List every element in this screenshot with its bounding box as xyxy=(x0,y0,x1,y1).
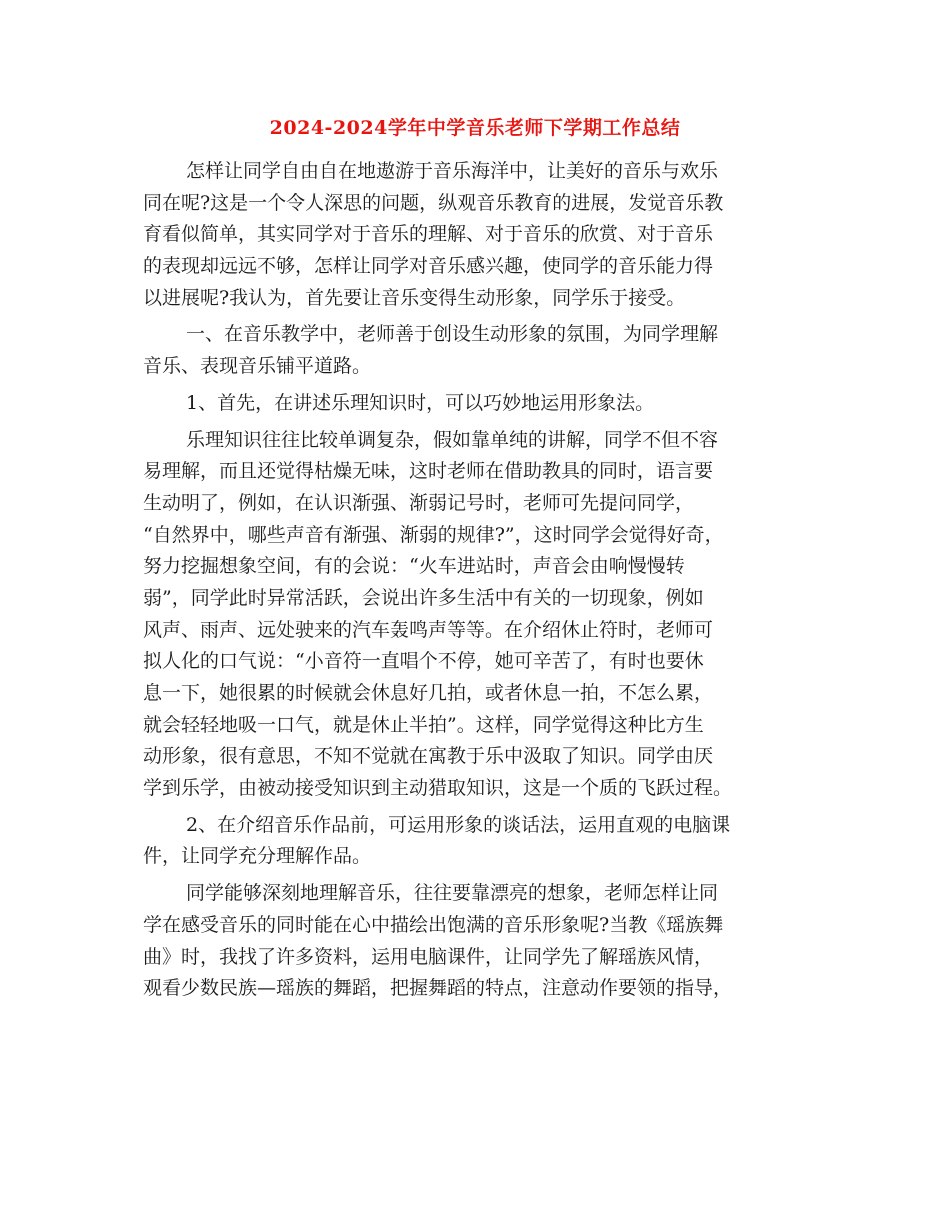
text-line: 1、首先，在讲述乐理知识时，可以巧妙地运用形象法。 xyxy=(186,391,655,414)
text-line: 以进展呢?我认为，首先要让音乐变得生动形象，同学乐于接受。 xyxy=(143,286,686,309)
text-line: “自然界中，哪些声音有渐强、渐弱的规律?”，这时同学会觉得好奇， xyxy=(143,523,724,546)
text-line: 就会轻轻地吸一口气，就是休止半拍”。这样，同学觉得这种比方生 xyxy=(143,713,704,736)
text-line: 易理解，而且还觉得枯燥无味，这时老师在借助教具的同时，语言要 xyxy=(143,460,714,483)
text-line: 音乐、表现音乐铺平道路。 xyxy=(143,355,372,378)
document-title: 2024-2024学年中学音乐老师下学期工作总结 xyxy=(269,117,681,139)
text-line: 乐理知识往往比较单调复杂，假如靠单纯的讲解，同学不但不容 xyxy=(186,428,719,451)
text-line: 拟人化的口气说：“小音符一直唱个不停，她可辛苦了，有时也要休 xyxy=(143,650,704,673)
paragraph xyxy=(143,156,813,314)
text-line: 同学能够深刻地理解音乐，往往要靠漂亮的想象，老师怎样让同 xyxy=(186,882,719,905)
text-line: 一、在音乐教学中，老师善于创设生动形象的氛围，为同学理解 xyxy=(186,323,719,346)
text-line: 观看少数民族—瑶族的舞蹈，把握舞蹈的特点，注意动作要领的指导， xyxy=(143,977,733,1000)
text-line: 曲》时，我找了许多资料，运用电脑课件，让同学先了解瑶族风情， xyxy=(143,945,714,968)
document-body xyxy=(143,156,813,1010)
paragraph xyxy=(143,810,813,873)
text-line: 学在感受音乐的同时能在心中描绘出饱满的音乐形象呢?当教《瑶族舞 xyxy=(143,913,724,936)
text-line: 动形象，很有意思，不知不觉就在寓教于乐中汲取了知识。同学由厌 xyxy=(143,745,714,768)
paragraph xyxy=(143,425,813,805)
paragraph xyxy=(143,388,813,420)
text-line: 生动明了，例如，在认识渐强、渐弱记号时，老师可先提问同学， xyxy=(143,491,695,514)
text-line: 同在呢?这是一个令人深思的问题，纵观音乐教育的进展，发觉音乐教 xyxy=(143,191,724,214)
text-line: 弱”，同学此时异常活跃，会说出许多生活中有关的一切现象，例如 xyxy=(143,586,704,609)
text-line: 风声、雨声、远处驶来的汽车轰鸣声等等。在介绍休止符时，老师可 xyxy=(143,618,714,641)
text-line: 育看似简单，其实同学对于音乐的理解、对于音乐的欣赏、对于音乐 xyxy=(143,223,714,246)
text-line: 2、在介绍音乐作品前，可运用形象的谈话法，运用直观的电脑课 xyxy=(186,813,731,836)
text-line: 怎样让同学自由自在地遨游于音乐海洋中，让美好的音乐与欢乐 xyxy=(186,160,719,182)
text-line: 件，让同学充分理解作品。 xyxy=(143,845,372,868)
paragraph xyxy=(143,319,813,382)
text-line: 努力挖掘想象空间，有的会说：“火车进站时，声音会由响慢慢转 xyxy=(143,555,685,578)
text-line: 息一下，她很累的时候就会休息好几拍，或者休息一拍，不怎么累， xyxy=(143,682,714,704)
text-line: 学到乐学，由被动接受知识到主动猎取知识，这是一个质的飞跃过程。 xyxy=(143,777,733,800)
paragraph xyxy=(143,878,813,1005)
text-line: 的表现却远远不够，怎样让同学对音乐感兴趣，使同学的音乐能力得 xyxy=(143,255,714,278)
